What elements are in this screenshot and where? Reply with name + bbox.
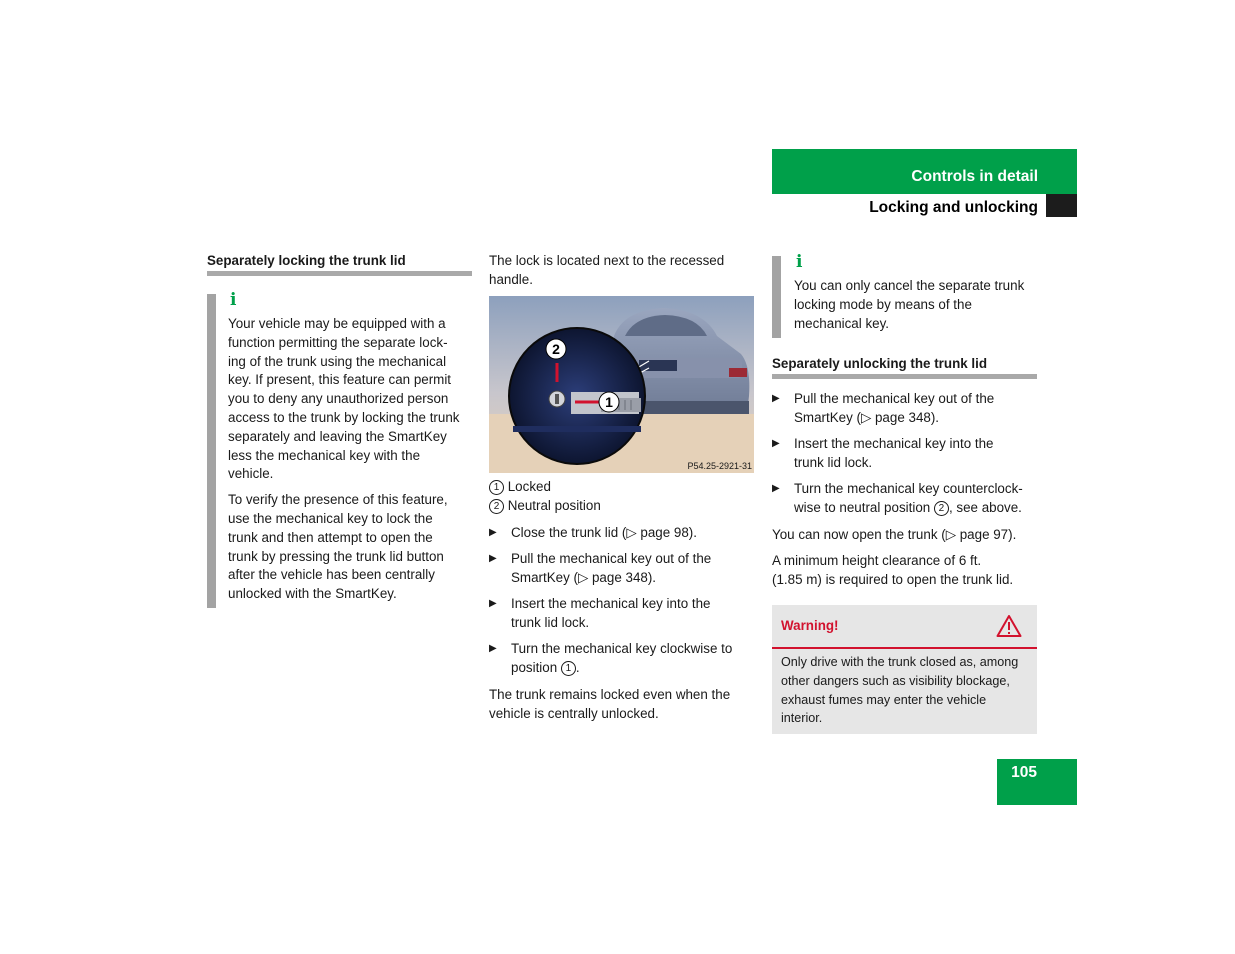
image-legend bbox=[489, 478, 754, 516]
bullet-insert-key: ▶ Insert the mechanical key into the trunk lid lock. bbox=[489, 596, 711, 630]
page-number: 105 bbox=[1011, 764, 1037, 781]
warning-text: Only drive with the trunk closed as, among other dangers such as visibility blockage, exhaust fumes may enter the vehicle interior. bbox=[781, 655, 1019, 726]
bullet-insert-key-2: ▶ Insert the mechanical key into the trunk lid lock. bbox=[772, 436, 994, 470]
heading-unlocking: Separately unlocking the trunk lid bbox=[772, 356, 988, 371]
clearance-text: A minimum height clearance of 6 ft. (1.85 m) is required to open the trunk lid. bbox=[772, 553, 1014, 587]
section-title: Locking and unlocking bbox=[869, 199, 1038, 216]
legend-num-1: 1 bbox=[489, 480, 504, 495]
callout-2: 2 bbox=[552, 341, 560, 357]
heading-locking: Separately locking the trunk lid bbox=[207, 253, 406, 268]
bullet-turn-counterclockwise: ▶ Turn the mechanical key counterclock- wise to neutral position 2 , see above. bbox=[772, 481, 1023, 515]
bullet-pull-key: ▶ Pull the mechanical key out of the SmartKey (▷ page 348). bbox=[489, 551, 712, 585]
intro-text: The lock is located next to the recessed handle. bbox=[489, 253, 725, 287]
warning-divider bbox=[772, 647, 1037, 649]
info-text-cancel: You can only cancel the separate trunk locking mode by means of the mechanical key. bbox=[794, 278, 1025, 331]
legend-num-2: 2 bbox=[489, 499, 504, 514]
warning-title: Warning! bbox=[781, 618, 839, 633]
bullet-turn-clockwise: ▶ Turn the mechanical key clockwise to position 1 . bbox=[489, 641, 733, 675]
legend-label-2: Neutral position bbox=[507, 497, 601, 513]
chapter-title: Controls in detail bbox=[911, 168, 1038, 185]
image-code: P54.25-2921-31 bbox=[687, 461, 752, 471]
bullet-pull-key-2: ▶ Pull the mechanical key out of the SmartKey (▷ page 348). bbox=[772, 391, 995, 425]
heading-rule bbox=[772, 374, 1037, 379]
info-bar bbox=[207, 294, 216, 608]
info-icon: i bbox=[796, 252, 803, 272]
warning-triangle-icon bbox=[996, 614, 1022, 641]
info-bar-2 bbox=[772, 256, 781, 338]
outro-text: The trunk remains locked even when the vehicle is centrally unlocked. bbox=[489, 687, 731, 721]
info-text-locking: Your vehicle may be equipped with a function permitting the separate lock- ing of the trunk using the mechanical key. If present, this feature can permit you to deny any unauthorized person access to the trunk by locking the trunk separately and leaving the SmartKey less the mechanical key with the vehicle. To verify the presence of this feature, use the mechanical key to lock the trunk and then attempt to open the trunk by pressing the trunk lid button after the vehicle has been centrally unlocked with the SmartKey. bbox=[228, 316, 460, 602]
callout-1: 1 bbox=[605, 394, 613, 410]
open-trunk-text: You can now open the trunk (▷ page 97). bbox=[772, 527, 1017, 542]
info-icon: i bbox=[230, 290, 237, 310]
legend-label-1: Locked bbox=[507, 479, 551, 494]
trunk-lock-image bbox=[489, 296, 754, 473]
header-tab-marker bbox=[1046, 194, 1077, 217]
heading-rule bbox=[207, 271, 472, 276]
